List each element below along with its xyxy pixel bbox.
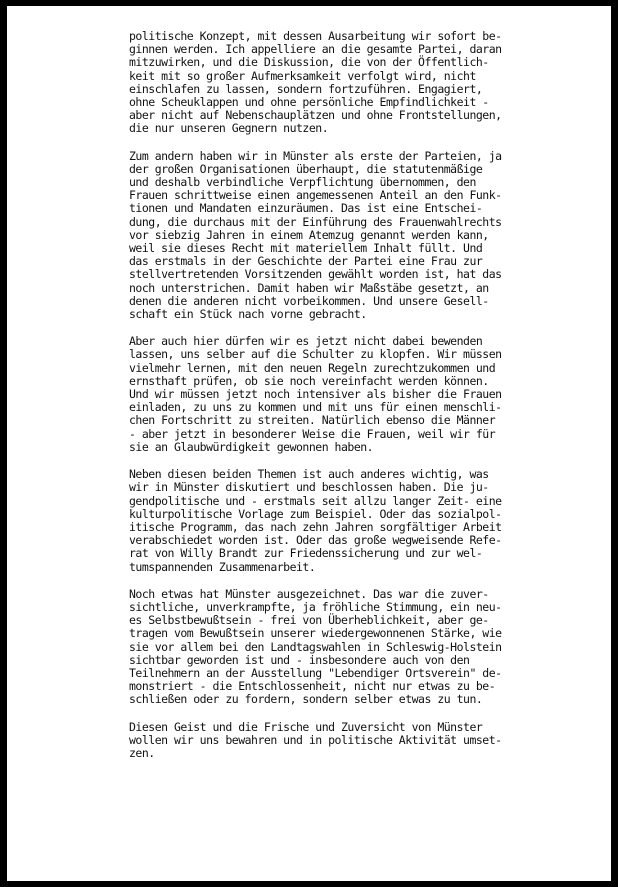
text-line: stellvertretenden Vorsitzenden gewählt worden ist, hat das (129, 267, 502, 282)
text-line: vor siebzig Jahren in einem Atemzug genannt werden kann, (129, 227, 489, 242)
text-line: gendpolitische und - erstmals seit allzu langer Zeit- eine (129, 493, 502, 508)
paragraph-1 (129, 30, 569, 136)
paragraph-5 (129, 588, 569, 707)
text-line: Noch etwas hat Münster ausgezeichnet. Das war die zuver- (129, 586, 489, 601)
text-line: - aber jetzt in besonderer Weise die Frauen, weil wir für (129, 426, 496, 441)
text-line: kulturpolitische Vorlage zum Beispiel. Oder das sozialpol- (129, 506, 502, 521)
text-line: die nur unseren Gegnern nutzen. (129, 121, 329, 136)
text-line: mitzuwirken, und die Diskussion, die von der Öffentlich- (129, 55, 489, 70)
text-line: tumspannenden Zusammenarbeit. (129, 559, 316, 574)
text-line: monstriert - die Entschlossenheit, nicht nur etwas zu be- (129, 679, 496, 694)
text-line: Und wir müssen jetzt noch intensiver als bisher die Frauen (129, 387, 502, 402)
document-body (129, 30, 569, 774)
paragraph-4 (129, 468, 569, 574)
paragraph-2 (129, 150, 569, 322)
text-line: Frauen schrittweise einen angemessenen Anteil an den Funk- (129, 188, 502, 203)
text-line: sie an Glaubwürdigkeit gewonnen haben. (129, 439, 374, 454)
document-page (7, 6, 611, 881)
text-line: sichtbar geworden ist und - insbesondere auch von den (129, 652, 470, 667)
text-line: vielmehr lernen, mit den neuen Regeln zurechtzukommen und (129, 360, 496, 375)
text-line: ohne Scheuklappen und ohne persönliche Empfindlichkeit - (129, 95, 489, 110)
text-line: es Selbstbewußtsein - frei von Überheblichkeit, aber ge- (129, 613, 489, 628)
text-line: der großen Organisationen überhaupt, die statutenmäßige (129, 161, 483, 176)
text-line: aber nicht auf Nebenschauplätzen und ohne Frontstellungen, (129, 108, 502, 123)
text-line: chen Fortschritt zu streiten. Natürlich ebenso die Männer (129, 413, 496, 428)
text-line: einschlafen zu lassen, sondern fortzuführen. Engagiert, (129, 81, 483, 96)
text-line: Zum andern haben wir in Münster als erste der Parteien, ja (129, 148, 502, 163)
paragraph-6 (129, 721, 569, 761)
text-line: denen die anderen nicht vorbeikommen. Und unsere Gesell- (129, 293, 489, 308)
text-line: Neben diesen beiden Themen ist auch anderes wichtig, was (129, 467, 489, 482)
text-line: ginnen werden. Ich appelliere an die gesamte Partei, daran (129, 42, 502, 57)
text-line: dung, die durchaus mit der Einführung des Frauenwahlrechts (129, 214, 502, 229)
text-line: politische Konzept, mit dessen Ausarbeitung wir sofort be- (129, 29, 502, 43)
text-line: wir in Münster diskutiert und beschlossen haben. Die ju- (129, 480, 489, 495)
text-line: das erstmals in der Geschichte der Partei eine Frau zur (129, 254, 483, 269)
text-line: Aber auch hier dürfen wir es jetzt nicht dabei bewenden (129, 334, 483, 349)
text-line: Diesen Geist und die Frische und Zuversicht von Münster (129, 719, 483, 734)
text-line: Teilnehmern an der Ausstellung "Lebendiger Ortsverein" de- (129, 665, 502, 680)
text-line: ernsthaft prüfen, ob sie noch vereinfacht werden können. (129, 373, 489, 388)
text-line: verabschiedet worden ist. Oder das große wegweisende Refe- (129, 533, 502, 548)
text-line: zen. (129, 745, 155, 760)
text-line: tragen vom Bewußtsein unserer wiedergewonnenen Stärke, wie (129, 626, 502, 641)
text-line: itische Programm, das nach zehn Jahren sorgfältiger Arbeit (129, 519, 502, 534)
text-line: einladen, zu uns zu kommen und mit uns für einen menschli- (129, 400, 502, 415)
text-line: weil sie dieses Recht mit materiellem Inhalt füllt. Und (129, 241, 483, 256)
text-line: lassen, uns selber auf die Schulter zu klopfen. Wir müssen (129, 347, 502, 362)
text-line: sichtliche, unverkrampfte, ja fröhliche Stimmung, ein neu- (129, 599, 502, 614)
text-line: rat von Willy Brandt zur Friedenssicherung und zur wel- (129, 546, 483, 561)
text-line: keit mit so großer Aufmerksamkeit verfolgt wird, nicht (129, 68, 476, 83)
paragraph-3 (129, 335, 569, 454)
text-line: und deshalb verbindliche Verpflichtung übernommen, den (129, 175, 476, 190)
text-line: wollen wir uns bewahren und in politische Aktivität umset- (129, 732, 502, 747)
text-line: schließen oder zu fordern, sondern selber etwas zu tun. (129, 692, 483, 707)
text-line: noch unterstrichen. Damit haben wir Maßstäbe gesetzt, an (129, 280, 489, 295)
text-line: sie vor allem bei den Landtagswahlen in Schleswig-Holstein (129, 639, 502, 654)
text-line: tionen und Mandaten einzuräumen. Das ist eine Entschei- (129, 201, 483, 216)
text-line: schaft ein Stück nach vorne gebracht. (129, 307, 367, 322)
